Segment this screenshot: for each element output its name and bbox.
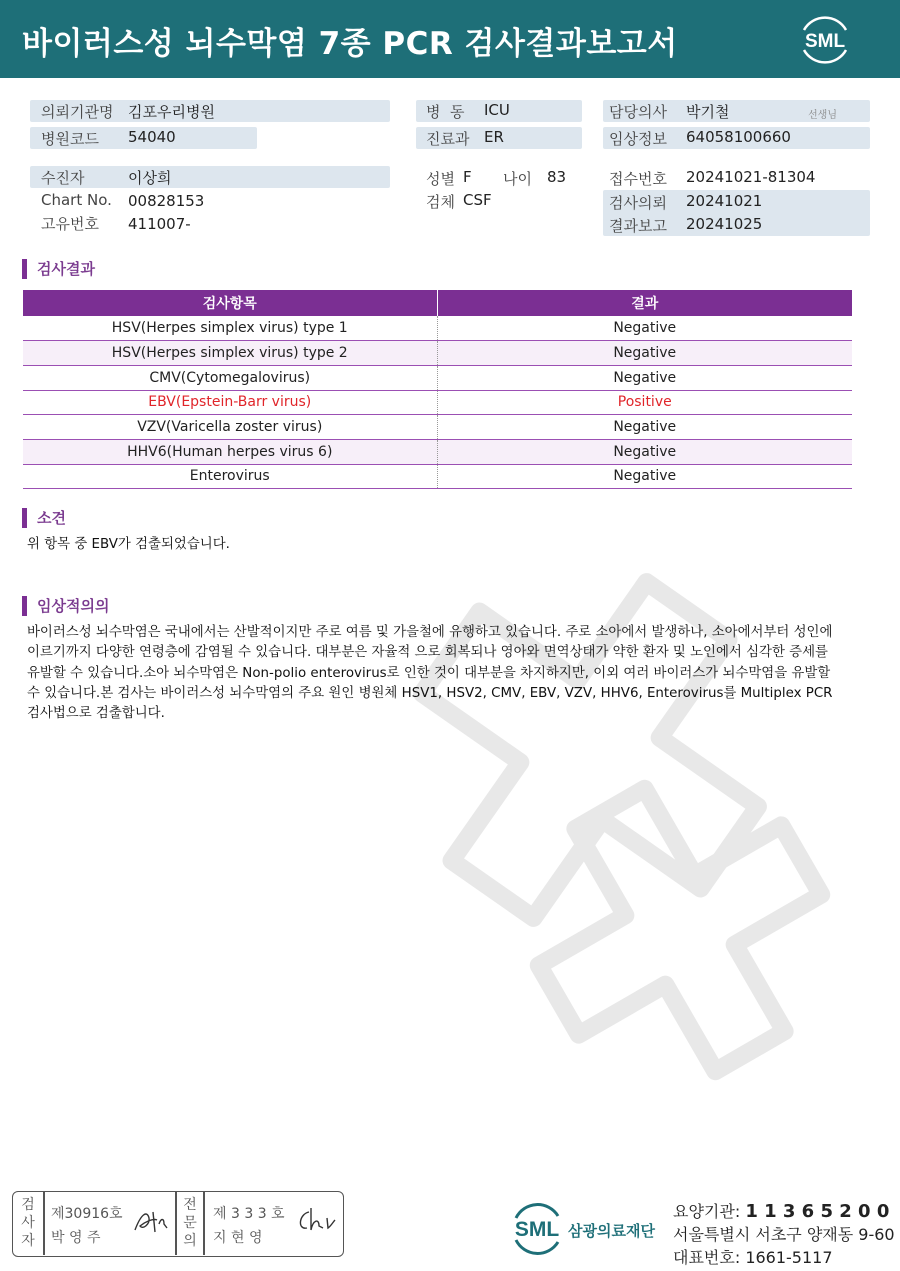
clinical-value: 64058100660 <box>686 128 791 146</box>
significance-line: 이르기까지 다양한 연령층에 감염될 수 있습니다. 대부분은 자율적 으로 회복되나 영아와 면역상태가 약한 환자 및 노인에서 심각한 증세를 <box>27 645 828 661</box>
hospital-code-label: 병원코드 <box>41 130 99 148</box>
specimen-label: 검체 <box>426 193 455 211</box>
doctor-suffix: 선생님 <box>808 110 837 121</box>
row-result: Negative <box>437 316 852 341</box>
row-result: Negative <box>437 439 852 464</box>
row-item: HHV6(Human herpes virus 6) <box>23 439 437 464</box>
results-table <box>23 290 852 489</box>
requester-label: 의뢰기관명 <box>41 103 114 121</box>
row-result: Negative <box>437 341 852 366</box>
significance-line: 바이러스성 뇌수막염은 국내에서는 산발적이지만 주로 여름 및 가을철에 유행하고 있습니다. 주로 소아에서 발생하나, 소아에서부터 성인에 <box>27 625 833 640</box>
receipt-value: 20241021-81304 <box>686 168 816 186</box>
tester-license: 제30916호 <box>51 1206 123 1222</box>
signature-divider <box>175 1192 177 1255</box>
table-row <box>23 415 852 440</box>
tester-name: 박 영 주 <box>51 1230 101 1246</box>
table-row <box>23 464 852 489</box>
request-date-value: 20241021 <box>686 192 763 210</box>
institution-value: 1 1 3 6 5 2 0 0 <box>745 1201 890 1222</box>
specialist-name: 지 현 영 <box>213 1230 263 1246</box>
significance-line: 유발할 수 있습니다.소아 뇌수막염은 Non-polio enterovirus로 인한 것이 대부분을 차지하지만, 이외 여러 바이러스가 뇌수막염을 유발할 <box>27 665 831 681</box>
report-header <box>0 0 900 78</box>
footer-org-name: 삼광의료재단 <box>568 1222 655 1240</box>
row-item: HSV(Herpes simplex virus) type 1 <box>23 316 437 341</box>
sml-footer-logo-icon <box>508 1200 566 1256</box>
row-result: Negative <box>437 415 852 440</box>
report-date-label: 결과보고 <box>609 217 667 235</box>
col-result-header: 결과 <box>437 290 852 316</box>
tester-title: 검 사 자 <box>21 1197 35 1249</box>
significance-text <box>27 623 877 724</box>
chart-value: 00828153 <box>128 192 205 210</box>
row-result: Positive <box>437 390 852 415</box>
institution-line <box>673 1199 889 1222</box>
phone-line <box>673 1245 833 1268</box>
institution-label: 요양기관: <box>673 1202 741 1221</box>
phone-value: 1661-5117 <box>745 1248 833 1267</box>
report-date-value: 20241025 <box>686 215 763 233</box>
clinical-label: 임상정보 <box>609 130 667 148</box>
receipt-label: 접수번호 <box>609 170 667 188</box>
svg-text:SML: SML <box>514 1218 560 1241</box>
sex-value: F <box>463 168 472 186</box>
row-item: EBV(Epstein-Barr virus) <box>23 390 437 415</box>
age-value: 83 <box>547 168 567 186</box>
results-section-title: 검사결과 <box>22 259 95 279</box>
findings-text: 위 항목 중 EBV가 검출되었습니다. <box>27 537 230 552</box>
significance-line: 수 있습니다.본 검사는 바이러스성 뇌수막염의 주요 원인 병원체 HSV1, HSV2, CMV, EBV, VZV, HHV6, Enterovirus를 Multiplex PCR <box>27 685 833 701</box>
row-result: Negative <box>437 365 852 390</box>
table-row <box>23 316 852 341</box>
significance-line: 검사법으로 검출합니다. <box>27 706 165 722</box>
results-header-row <box>23 290 852 316</box>
row-item: HSV(Herpes simplex virus) type 2 <box>23 341 437 366</box>
department-value: ER <box>484 128 504 146</box>
patient-value: 이상희 <box>128 169 172 187</box>
signature-divider <box>203 1192 205 1255</box>
doctor-label: 담당의사 <box>609 103 667 121</box>
sex-label: 성별 <box>426 170 455 188</box>
table-row <box>23 439 852 464</box>
ward-label: 병 동 <box>426 103 465 121</box>
significance-section-title: 임상적의의 <box>22 596 109 616</box>
age-label: 나이 <box>503 170 532 188</box>
department-label: 진료과 <box>426 130 470 148</box>
table-row <box>23 341 852 366</box>
specialist-signature-icon <box>293 1204 337 1238</box>
doctor-value: 박기철 <box>686 103 730 121</box>
row-item: CMV(Cytomegalovirus) <box>23 365 437 390</box>
specimen-value: CSF <box>463 191 492 209</box>
patient-label: 수진자 <box>41 169 85 187</box>
signature-box <box>12 1191 344 1257</box>
findings-section-title: 소견 <box>22 508 66 528</box>
id-label: 고유번호 <box>41 215 99 233</box>
signature-divider <box>43 1192 45 1255</box>
row-result: Negative <box>437 464 852 489</box>
phone-label: 대표번호: <box>673 1248 741 1267</box>
row-item: Enterovirus <box>23 464 437 489</box>
sml-logo-icon <box>796 12 854 66</box>
table-row <box>23 365 852 390</box>
report-title: 바이러스성 뇌수막염 7종 PCR 검사결과보고서 <box>22 26 678 62</box>
specialist-title: 전 문 의 <box>183 1197 197 1249</box>
request-date-label: 검사의뢰 <box>609 194 667 212</box>
svg-text:SML: SML <box>804 31 846 52</box>
table-row-positive <box>23 390 852 415</box>
tester-signature-icon <box>131 1204 173 1238</box>
requester-value: 김포우리병원 <box>128 103 215 121</box>
hospital-code-value: 54040 <box>128 128 176 146</box>
address-line: 서울특별시 서초구 양재동 9-60 <box>673 1225 895 1244</box>
row-item: VZV(Varicella zoster virus) <box>23 415 437 440</box>
chart-label: Chart No. <box>41 191 112 209</box>
specialist-license: 제 3 3 3 호 <box>213 1206 285 1222</box>
ward-value: ICU <box>484 101 510 119</box>
col-item-header: 검사항목 <box>23 290 437 316</box>
id-value: 411007- <box>128 215 191 233</box>
